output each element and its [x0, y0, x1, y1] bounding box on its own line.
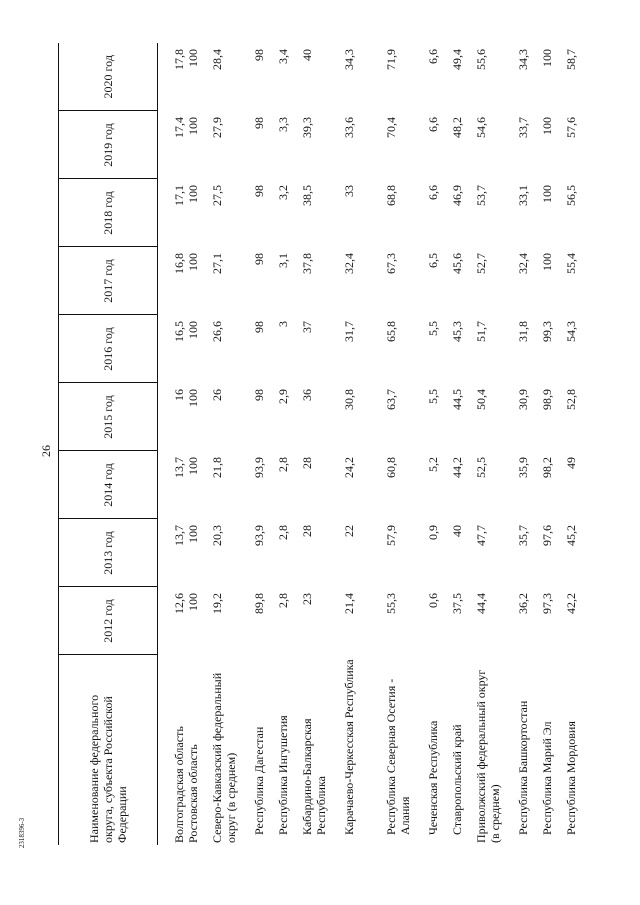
row-value-cell: 3,3: [276, 117, 290, 132]
row-value-cell: 60,8: [384, 457, 398, 478]
row-value-cell: 28: [300, 525, 314, 537]
row-value-cell: 98: [252, 253, 266, 265]
row-value-cell: 98: [252, 321, 266, 333]
row-value-cell: 35,9: [516, 457, 530, 478]
table-header-row: [59, 43, 158, 845]
row-value-cell: 100: [186, 253, 200, 271]
row-value-cell: 26: [210, 389, 224, 401]
row-value-cell: 13,7: [172, 525, 186, 546]
table-row: [186, 43, 210, 845]
row-value-cell: 6,6: [426, 117, 440, 132]
row-value-cell: 100: [186, 593, 200, 611]
row-value-cell: 24,2: [342, 457, 356, 478]
row-region-name: Ростовская область: [186, 744, 200, 843]
row-value-cell: 22: [342, 525, 356, 537]
header-year-column: 2017 год: [59, 247, 158, 315]
row-value-cell: 100: [540, 185, 554, 203]
row-region-name: Чеченская Республика: [426, 720, 440, 835]
row-value-cell: 40: [450, 525, 464, 537]
row-value-cell: 36: [300, 389, 314, 401]
table-row: [474, 43, 516, 845]
row-value-cell: 20,3: [210, 525, 224, 546]
row-value-cell: 58,7: [564, 49, 578, 70]
row-value-cell: 16: [172, 389, 186, 401]
row-value-cell: 17,4: [172, 117, 186, 138]
row-value-cell: 52,7: [474, 253, 488, 274]
header-year-column: 2015 год: [59, 383, 158, 451]
row-value-cell: 100: [186, 117, 200, 135]
row-value-cell: 44,4: [474, 593, 488, 614]
row-region-name: Республика Дагестан: [252, 726, 266, 835]
table-row: [342, 43, 384, 845]
row-region-name: Ставропольский край: [450, 724, 464, 835]
row-value-cell: 51,7: [474, 321, 488, 342]
table-row: [276, 43, 300, 845]
table-row: [158, 43, 187, 845]
row-value-cell: 16,5: [172, 321, 186, 342]
row-region-name: Приволжский федеральный округ (в среднем): [474, 669, 502, 843]
row-value-cell: 65,8: [384, 321, 398, 342]
row-value-cell: 49,4: [450, 49, 464, 70]
row-value-cell: 0,6: [426, 593, 440, 608]
row-value-cell: 38,5: [300, 185, 314, 206]
row-region-name: Карачаево-Черкесская Республика: [342, 659, 356, 835]
header-year-column: 2019 год: [59, 111, 158, 179]
row-value-cell: 12,6: [172, 593, 186, 614]
header-year-column: 2016 год: [59, 315, 158, 383]
table-row: [384, 43, 426, 845]
row-value-cell: 100: [186, 457, 200, 475]
row-value-cell: 55,3: [384, 593, 398, 614]
rotated-table-area: [58, 43, 578, 845]
row-region-name: Республика Марий Эл: [540, 721, 554, 835]
row-value-cell: 50,4: [474, 389, 488, 410]
row-value-cell: 52,8: [564, 389, 578, 410]
row-value-cell: 2,8: [276, 593, 290, 608]
row-value-cell: 17,8: [172, 49, 186, 70]
row-value-cell: 35,7: [516, 525, 530, 546]
row-value-cell: 100: [186, 525, 200, 543]
row-value-cell: 100: [186, 389, 200, 407]
row-value-cell: 52,5: [474, 457, 488, 478]
row-value-cell: 97,3: [540, 593, 554, 614]
row-value-cell: 37,5: [450, 593, 464, 614]
row-region-name: Северо-Кавказский федеральный округ (в среднем): [210, 672, 238, 843]
header-year-column: 2014 год: [59, 451, 158, 519]
row-value-cell: 46,9: [450, 185, 464, 206]
row-region-name: Волгоградская область: [172, 726, 186, 843]
row-value-cell: 5,2: [426, 457, 440, 472]
row-value-cell: 31,7: [342, 321, 356, 342]
header-year-column: 2012 год: [59, 587, 158, 655]
row-value-cell: 16,8: [172, 253, 186, 274]
row-value-cell: 100: [540, 253, 554, 271]
row-value-cell: 45,3: [450, 321, 464, 342]
row-value-cell: 2,8: [276, 457, 290, 472]
row-value-cell: 100: [540, 117, 554, 135]
table-row: [252, 43, 276, 845]
row-value-cell: 98: [252, 389, 266, 401]
row-value-cell: 63,7: [384, 389, 398, 410]
row-value-cell: 55,4: [564, 253, 578, 274]
row-value-cell: 56,5: [564, 185, 578, 206]
row-value-cell: 27,5: [210, 185, 224, 206]
row-value-cell: 67,3: [384, 253, 398, 274]
row-value-cell: 49: [564, 457, 578, 469]
row-value-cell: 39,3: [300, 117, 314, 138]
row-value-cell: 100: [186, 49, 200, 67]
statistics-table: [58, 43, 588, 845]
table-row: [516, 43, 540, 845]
row-value-cell: 28,4: [210, 49, 224, 70]
row-value-cell: 71,9: [384, 49, 398, 70]
row-value-cell: 45,6: [450, 253, 464, 274]
row-value-cell: 70,4: [384, 117, 398, 138]
table-body: [158, 43, 589, 845]
row-value-cell: 30,8: [342, 389, 356, 410]
row-value-cell: 34,3: [342, 49, 356, 70]
row-value-cell: 33,6: [342, 117, 356, 138]
row-value-cell: 5,5: [426, 389, 440, 404]
row-value-cell: 19,2: [210, 593, 224, 614]
row-value-cell: 26,6: [210, 321, 224, 342]
row-value-cell: 98,2: [540, 457, 554, 478]
row-value-cell: 48,2: [450, 117, 464, 138]
row-value-cell: 93,9: [252, 525, 266, 546]
row-value-cell: 68,8: [384, 185, 398, 206]
row-value-cell: 100: [186, 321, 200, 339]
row-value-cell: 3,1: [276, 253, 290, 268]
row-value-cell: 54,3: [564, 321, 578, 342]
row-value-cell: 23: [300, 593, 314, 605]
row-value-cell: 99,3: [540, 321, 554, 342]
table-row: [564, 43, 588, 845]
row-value-cell: 98,9: [540, 389, 554, 410]
row-value-cell: 31,8: [516, 321, 530, 342]
row-value-cell: 3,2: [276, 185, 290, 200]
row-value-cell: 32,4: [516, 253, 530, 274]
row-value-cell: 97,6: [540, 525, 554, 546]
row-region-name: Республика Мордовия: [564, 721, 578, 835]
row-value-cell: 44,5: [450, 389, 464, 410]
row-value-cell: 33,1: [516, 185, 530, 206]
row-value-cell: 57,9: [384, 525, 398, 546]
row-value-cell: 30,9: [516, 389, 530, 410]
row-value-cell: 21,8: [210, 457, 224, 478]
row-value-cell: 2,8: [276, 525, 290, 540]
row-value-cell: 13,7: [172, 457, 186, 478]
table-row: [426, 43, 450, 845]
row-region-name: Республика Башкортостан: [516, 700, 530, 835]
row-value-cell: 3,4: [276, 49, 290, 64]
row-value-cell: 33: [342, 185, 356, 197]
row-value-cell: 47,7: [474, 525, 488, 546]
row-value-cell: 40: [300, 49, 314, 61]
header-year-column: 2020 год: [59, 43, 158, 111]
row-value-cell: 37: [300, 321, 314, 333]
row-value-cell: 98: [252, 49, 266, 61]
row-value-cell: 2,9: [276, 389, 290, 404]
header-year-column: 2018 год: [59, 179, 158, 247]
row-value-cell: 6,5: [426, 253, 440, 268]
row-value-cell: 17,1: [172, 185, 186, 206]
row-value-cell: 32,4: [342, 253, 356, 274]
row-value-cell: 27,9: [210, 117, 224, 138]
row-value-cell: 53,7: [474, 185, 488, 206]
row-value-cell: 21,4: [342, 593, 356, 614]
row-value-cell: 93,9: [252, 457, 266, 478]
row-value-cell: 98: [252, 117, 266, 129]
row-value-cell: 36,2: [516, 593, 530, 614]
row-value-cell: 100: [186, 185, 200, 203]
table-row: [300, 43, 342, 845]
table-row: [540, 43, 564, 845]
row-region-name: Республика Ингушетия: [276, 715, 290, 835]
table-container: [58, 43, 578, 845]
table-row: [210, 43, 252, 845]
row-value-cell: 27,1: [210, 253, 224, 274]
row-region-name: Кабардино-Балкарская Республика: [300, 718, 328, 835]
row-value-cell: 57,6: [564, 117, 578, 138]
header-name-column: Наименование федерального округа, субъекта Российской Федерации: [59, 655, 158, 845]
row-value-cell: 0,9: [426, 525, 440, 540]
row-value-cell: 55,6: [474, 49, 488, 70]
row-value-cell: 5,5: [426, 321, 440, 336]
row-value-cell: 28: [300, 457, 314, 469]
row-value-cell: 42,2: [564, 593, 578, 614]
row-value-cell: 89,8: [252, 593, 266, 614]
row-value-cell: 3: [276, 321, 290, 327]
page-number: 26: [39, 445, 53, 457]
row-value-cell: 37,8: [300, 253, 314, 274]
row-value-cell: 6,6: [426, 185, 440, 200]
document-code: 2318396-3: [18, 817, 26, 849]
row-value-cell: 34,3: [516, 49, 530, 70]
row-value-cell: 100: [540, 49, 554, 67]
row-value-cell: 45,2: [564, 525, 578, 546]
row-value-cell: 6,6: [426, 49, 440, 64]
header-year-column: 2013 год: [59, 519, 158, 587]
table-row: [450, 43, 474, 845]
row-value-cell: 54,6: [474, 117, 488, 138]
row-value-cell: 44,2: [450, 457, 464, 478]
row-value-cell: 98: [252, 185, 266, 197]
row-value-cell: 33,7: [516, 117, 530, 138]
row-region-name: Республика Северная Осетия - Алания: [384, 678, 412, 835]
